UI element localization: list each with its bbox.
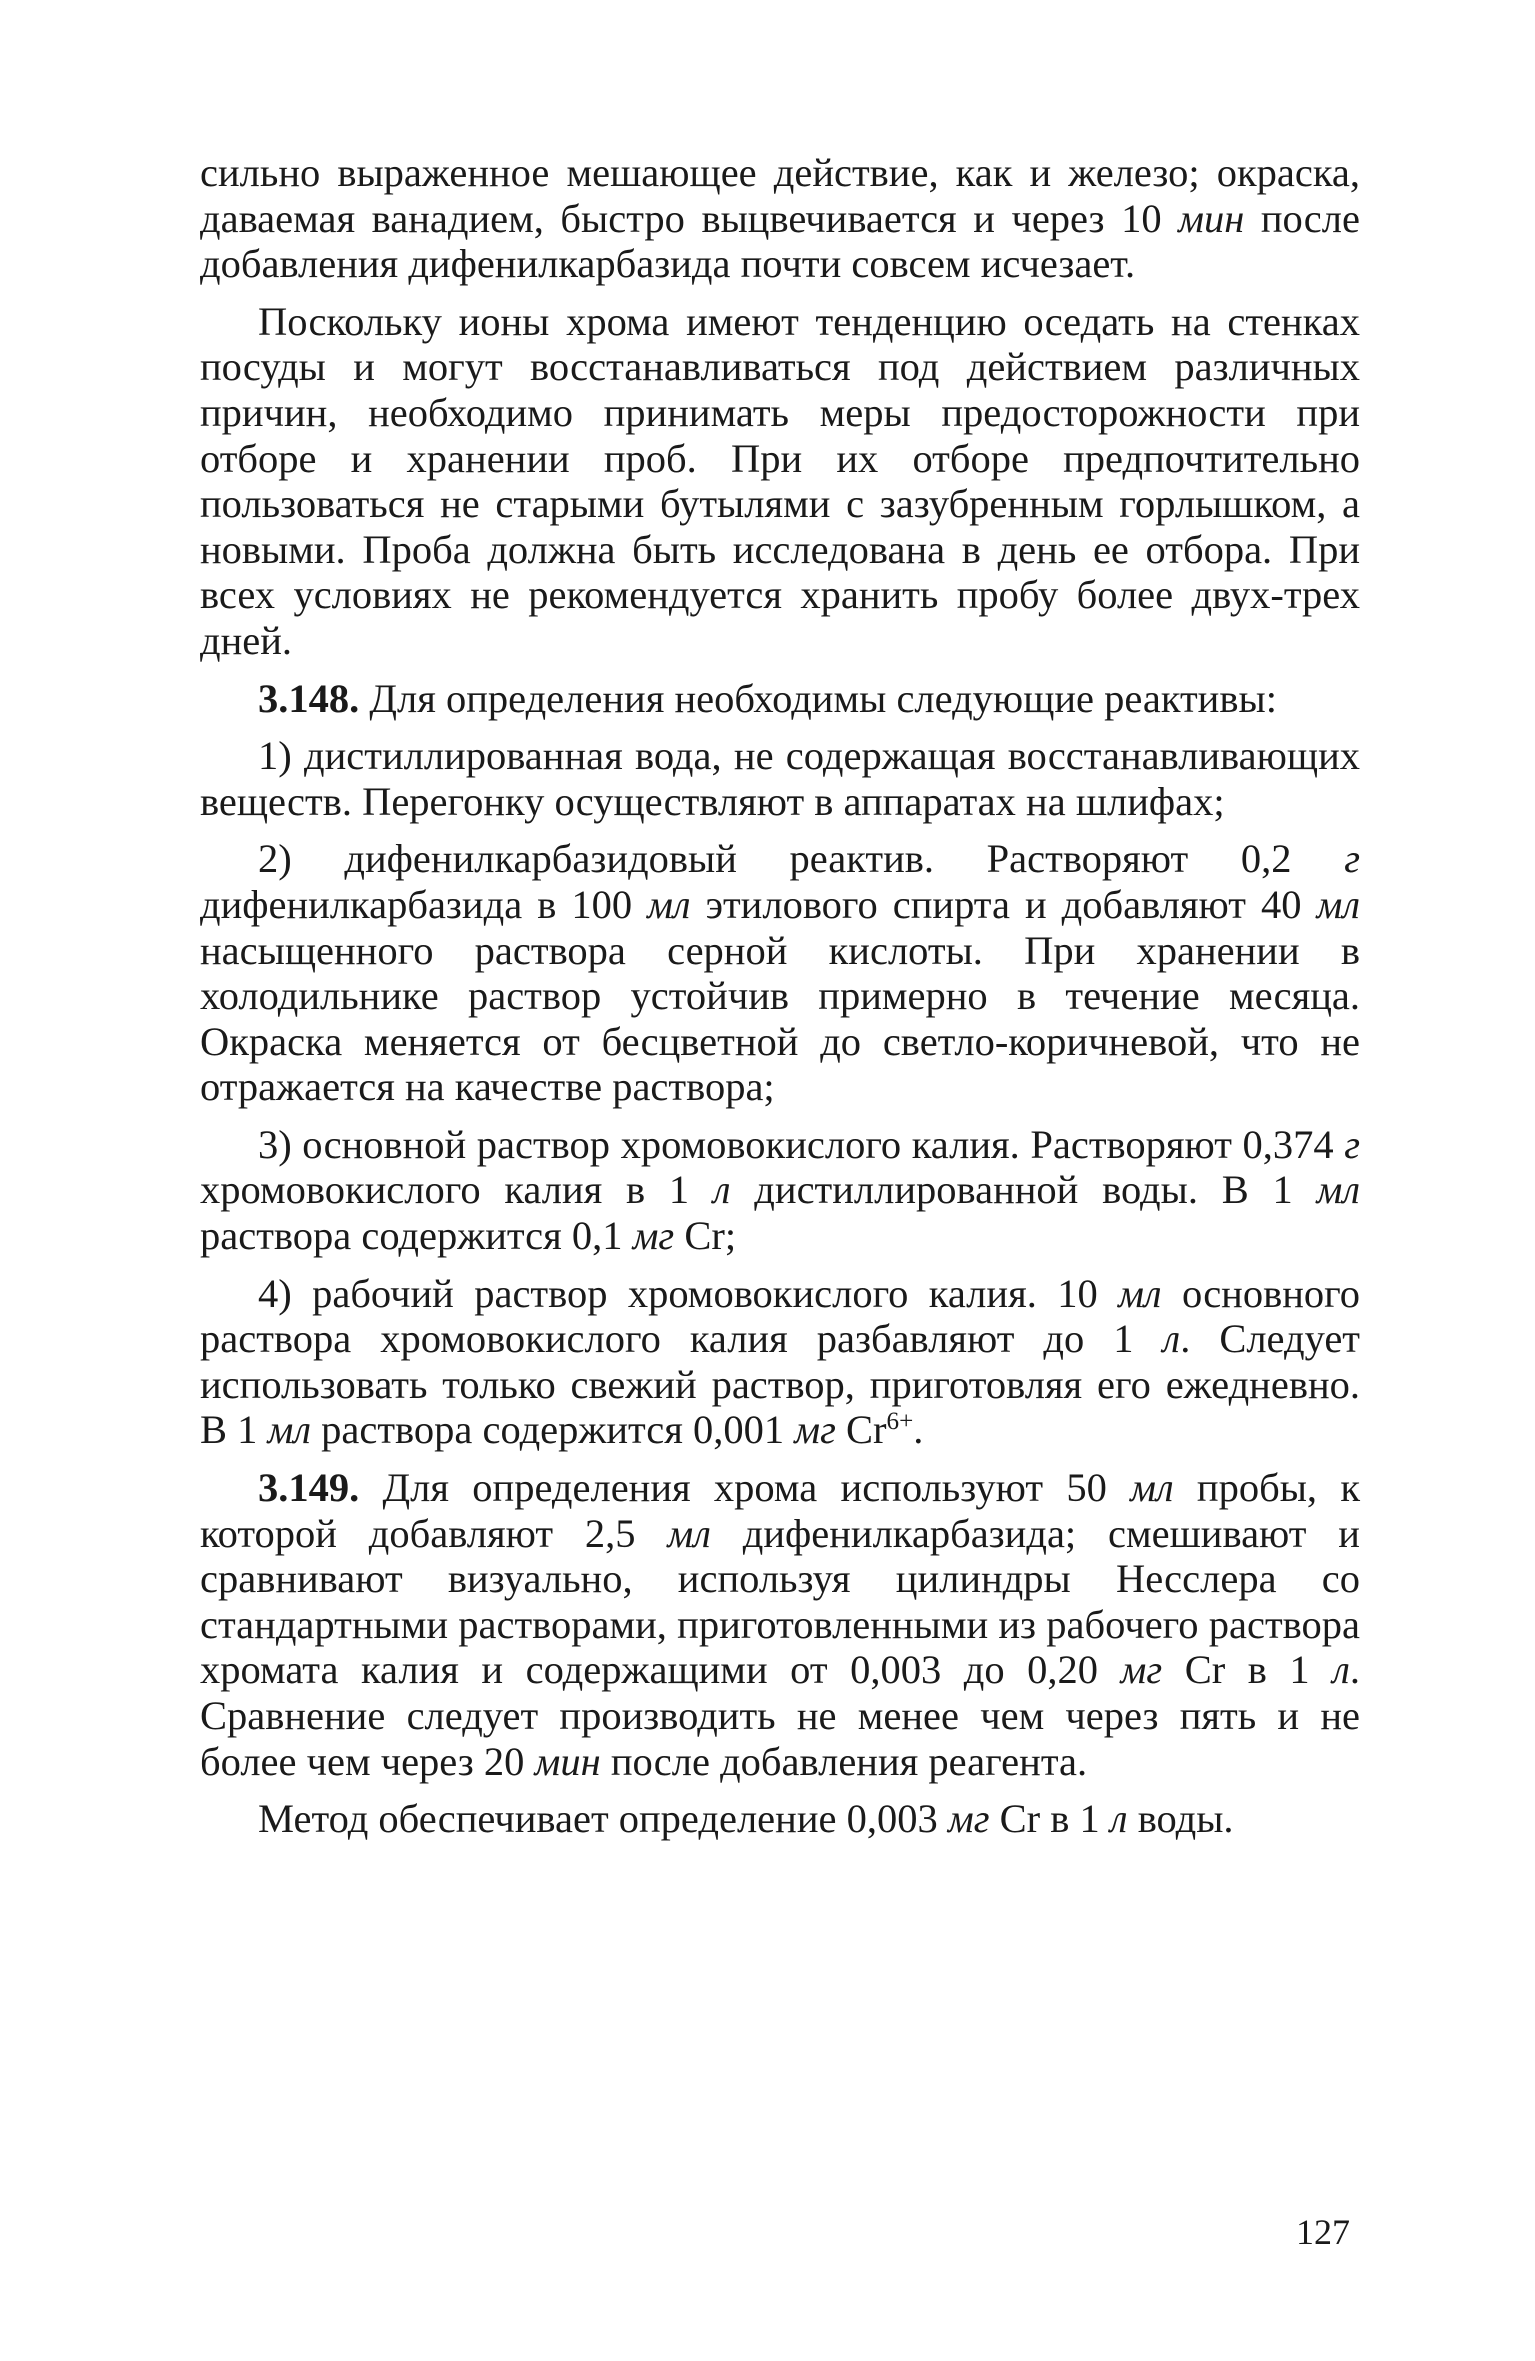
unit-abbrev: г bbox=[1344, 836, 1360, 882]
superscript: 6+ bbox=[886, 1408, 914, 1436]
text-run: дифенилкарбазида; смешивают и сравнивают визуально, используя цилиндры Несслера со стандартными растворами, приготовленными из рабочего раствора хромата калия и содержащими от 0,003 до 0,20 bbox=[200, 1510, 1360, 1693]
text-run: 1) дистиллированная вода, не содержащая восстанавливающих веществ. Перегонку осуществляют в аппаратах на шлифах; bbox=[200, 733, 1360, 824]
unit-abbrev: мин bbox=[1178, 195, 1245, 241]
text-run: . Следует использовать только свежий раствор, приготовляя его ежедневно. В 1 bbox=[200, 1316, 1360, 1453]
text-run: Для определения хрома используют 50 bbox=[359, 1465, 1131, 1511]
list-item-3-stock-solution bbox=[200, 1122, 1360, 1259]
unit-abbrev: л bbox=[1332, 1647, 1350, 1693]
text-run: дифенилкарбазида в 100 bbox=[200, 881, 648, 927]
unit-abbrev: мин bbox=[534, 1738, 601, 1784]
paragraph-3-149 bbox=[200, 1465, 1360, 1784]
list-item-2-diphenylcarbazide bbox=[200, 836, 1360, 1110]
unit-abbrev: мг bbox=[632, 1213, 675, 1259]
unit-abbrev: мл bbox=[647, 881, 691, 927]
text-run: Поскольку ионы хрома имеют тенденцию оседать на стенках посуды и могут восстанавливаться под действием различных причин, необходимо принимать меры предосторожности при отборе и хранении проб. При их отборе предпочтительно пользоваться не старыми бутылями с зазубренным горлышком, а новыми. Проба должна быть исследована в день ее отбора. При всех условиях не рекомендуется хранить пробу более двух-трех дней. bbox=[200, 298, 1360, 663]
unit-abbrev: мл bbox=[1118, 1270, 1162, 1316]
unit-abbrev: мг bbox=[794, 1407, 836, 1453]
text-run: основного раствора хромовокислого калия разбавляют до 1 bbox=[200, 1270, 1361, 1362]
text-run: Cr bbox=[835, 1407, 887, 1453]
list-item-1-distilled-water bbox=[200, 733, 1360, 824]
text-run: Cr в 1 bbox=[989, 1796, 1110, 1842]
text-run: хромовокислого калия в 1 bbox=[200, 1167, 713, 1213]
text-run: Cr; bbox=[674, 1213, 737, 1259]
text-run: после добавления реагента. bbox=[600, 1738, 1088, 1784]
text-run: 3) основной раствор хромовокислого калия. Растворяют 0,374 bbox=[258, 1121, 1345, 1167]
unit-abbrev: г bbox=[1344, 1121, 1360, 1167]
unit-abbrev: мл bbox=[267, 1407, 312, 1453]
text-run: 2) дифенилкарбазидовый реактив. Растворяют 0,2 bbox=[258, 836, 1345, 882]
text-run: раствора содержится 0,1 bbox=[200, 1213, 633, 1259]
text-run: 4) рабочий раствор хромовокислого калия. 10 bbox=[258, 1270, 1119, 1316]
text-run: . bbox=[913, 1407, 924, 1453]
unit-abbrev: мл bbox=[1130, 1465, 1174, 1511]
text-run: . Сравнение следует производить не менее чем через пять и не более чем через 20 bbox=[200, 1647, 1360, 1784]
text-run: насыщенного раствора серной кислоты. При хранении в холодильнике раствор устойчив примерно в течение месяца. Окраска меняется от бесцветной до светло-коричневой, что не отражается на качестве раствора; bbox=[200, 927, 1360, 1110]
list-item-4-working-solution bbox=[200, 1271, 1360, 1453]
text-run: раствора содержится 0,001 bbox=[311, 1407, 795, 1453]
text-run: Для определения необходимы следующие реактивы: bbox=[359, 675, 1277, 721]
text-run: пробы, к которой добавляют 2,5 bbox=[200, 1465, 1360, 1556]
text-run: сильно выраженное мешающее действие, как и железо; окраска, даваемая ванадием, быстро выцвечивается и через 10 bbox=[200, 150, 1360, 241]
text-run: этилового спирта и добавляют 40 bbox=[690, 881, 1317, 927]
text-run: Cr в 1 bbox=[1162, 1647, 1333, 1693]
paragraph-continuation bbox=[200, 150, 1360, 287]
paragraph-method-sensitivity bbox=[200, 1796, 1360, 1842]
text-run: после добавления дифенилкарбазида почти совсем исчезает. bbox=[200, 195, 1360, 287]
unit-abbrev: л bbox=[1162, 1316, 1181, 1362]
section-number: 3.148. bbox=[258, 675, 360, 721]
page-number: 127 bbox=[1296, 2212, 1350, 2252]
unit-abbrev: мл bbox=[667, 1510, 711, 1556]
unit-abbrev: мл bbox=[1316, 881, 1360, 927]
text-run: Метод обеспечивает определение 0,003 bbox=[258, 1796, 948, 1842]
unit-abbrev: л bbox=[712, 1167, 731, 1213]
paragraph-3-148 bbox=[200, 676, 1360, 722]
unit-abbrev: мл bbox=[1316, 1167, 1360, 1213]
text-run: дистиллированной воды. В 1 bbox=[730, 1167, 1317, 1213]
unit-abbrev: л bbox=[1109, 1796, 1128, 1842]
text-run: воды. bbox=[1127, 1796, 1234, 1842]
unit-abbrev: мг bbox=[947, 1796, 990, 1842]
paragraph-chromium-storage bbox=[200, 299, 1360, 664]
page-body bbox=[200, 150, 1360, 1842]
section-number: 3.149. bbox=[258, 1465, 360, 1511]
unit-abbrev: мг bbox=[1120, 1647, 1163, 1693]
